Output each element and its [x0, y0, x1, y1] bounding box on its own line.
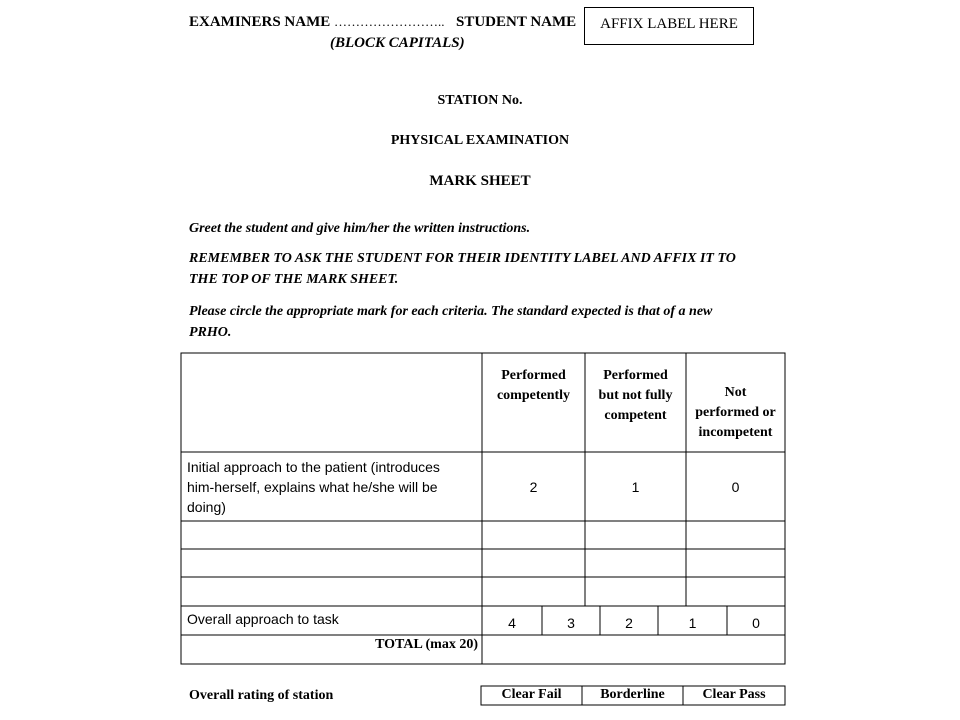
mark-overall-1[interactable]: 1 [688, 615, 697, 631]
col-head-competent: Performed competently [496, 368, 571, 403]
exam-title: PHYSICAL EXAMINATION [390, 133, 570, 148]
mark-initial-not-fully[interactable]: 1 [631, 479, 640, 495]
mark-overall-3[interactable]: 3 [567, 615, 575, 631]
circle-instruction: Please circle the appropriate mark for each criteria. The standard expected is that of a new PRHO. [189, 304, 713, 340]
overall-rating-label: Overall rating of station [189, 688, 334, 703]
examiners-name-blank: …………………….. [334, 14, 445, 29]
rating-clear-fail[interactable]: Clear Fail [501, 687, 562, 702]
mark-overall-2[interactable]: 2 [625, 615, 633, 631]
block-capitals-note: (BLOCK CAPITALS) [330, 35, 465, 51]
mark-sheet-title: MARK SHEET [429, 173, 531, 189]
criterion-overall-approach: Overall approach to task [187, 611, 339, 627]
examiners-name-label: EXAMINERS NAME …………………….. [189, 14, 445, 30]
rating-borderline[interactable]: Borderline [600, 687, 665, 702]
mark-overall-4[interactable]: 4 [508, 615, 516, 631]
col-head-not-fully-competent: Performed but not fully competent [598, 368, 673, 423]
total-label: TOTAL (max 20) [375, 637, 478, 652]
mark-overall-0[interactable]: 0 [752, 615, 760, 631]
mark-initial-competent[interactable]: 2 [529, 479, 538, 495]
affix-label-text: AFFIX LABEL HERE [600, 16, 738, 32]
station-number: STATION No. [437, 93, 523, 108]
rating-clear-pass[interactable]: Clear Pass [702, 687, 766, 702]
remember-instruction: REMEMBER TO ASK THE STUDENT FOR THEIR IDENTITY LABEL AND AFFIX IT TO THE TOP OF THE MARK SHEET. [189, 251, 736, 287]
student-name-label: STUDENT NAME [456, 14, 577, 30]
mark-initial-not-performed[interactable]: 0 [731, 479, 740, 495]
greet-instruction: Greet the student and give him/her the written instructions. [189, 221, 531, 236]
criterion-initial-approach: Initial approach to the patient (introduces him-herself, explains what he/she will be doing) [187, 459, 440, 515]
col-head-not-performed: Not performed or incompetent [695, 385, 776, 440]
